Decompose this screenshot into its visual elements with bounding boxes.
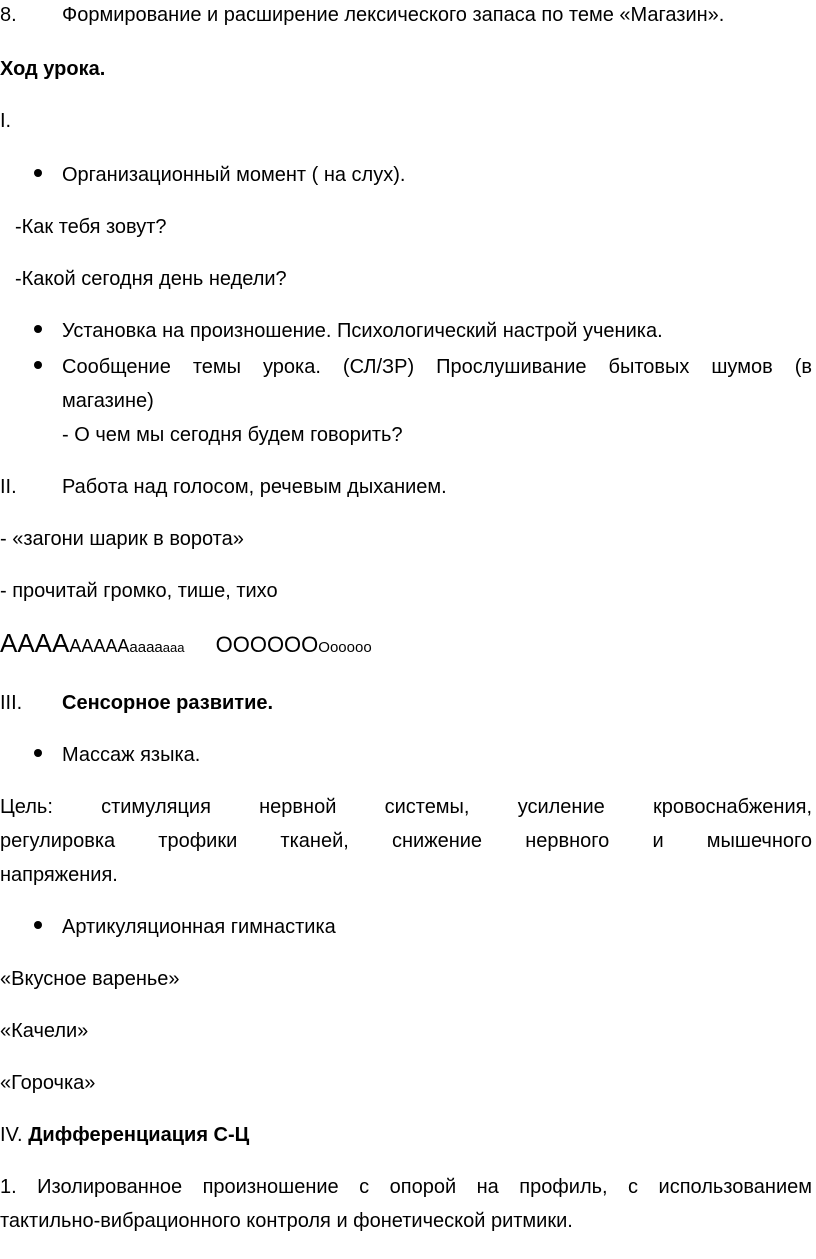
section-2-title: Работа над голосом, речевым дыханием.	[62, 476, 447, 498]
exercise-2: - прочитай громко, тише, тихо	[0, 580, 278, 602]
section-4-number: IV.	[0, 1124, 23, 1146]
question-1: -Как тебя зовут?	[15, 216, 167, 238]
vowel-sequence	[0, 628, 372, 665]
articulation-exercise-2: «Качели»	[0, 1020, 89, 1042]
articulation-exercise-1: «Вкусное варенье»	[0, 968, 180, 990]
section-4-header	[0, 1122, 249, 1148]
exercise-1: - «загони шарик в ворота»	[0, 528, 244, 550]
goal-line-2: регулировка трофики тканей, снижение нервного и мышечного	[0, 830, 812, 852]
bullet-text: Установка на произношение. Психологический настрой ученика.	[62, 320, 663, 342]
section-4-title: Дифференциация С-Ц	[28, 1124, 250, 1146]
vowel-a-large: АААА	[0, 628, 70, 658]
goal-line-1: Цель: стимуляция нервной системы, усиление кровоснабжения,	[0, 796, 812, 818]
section-3-title: Сенсорное развитие.	[62, 692, 274, 714]
bullet-text: Артикуляционная гимнастика	[62, 916, 336, 938]
section-4-paragraph-line-1: 1. Изолированное произношение с опорой на профиль, с использованием	[0, 1176, 812, 1198]
section-4-paragraph-line-2: тактильно-вибрационного контроля и фонетической ритмики.	[0, 1210, 573, 1232]
bullet-text: Массаж языка.	[62, 744, 201, 766]
item-8-text: Формирование и расширение лексического запаса по теме «Магазин».	[62, 4, 725, 26]
articulation-exercise-3: «Горочка»	[0, 1072, 96, 1094]
section-2-header	[0, 474, 447, 500]
bullet-text-line-1: Сообщение темы урока. (СЛ/ЗР) Прослушивание бытовых шумов (в	[62, 356, 812, 378]
item-8-number: 8.	[0, 4, 17, 26]
section-1-number: I.	[0, 110, 12, 132]
goal-line-3: напряжения.	[0, 864, 118, 886]
bullet-text: Организационный момент ( на слух).	[62, 164, 406, 186]
section-3-header	[0, 690, 274, 716]
bullet-text-line-2: магазине)	[62, 390, 154, 412]
lesson-heading: Ход урока.	[0, 58, 106, 80]
vowel-o-large: ОООООО	[215, 632, 319, 657]
vowel-a-medium: ААААА	[69, 636, 130, 656]
item-8	[0, 2, 725, 28]
section-3-number: III.	[0, 692, 23, 714]
vowel-o-small: Оооооо	[318, 639, 372, 656]
vowel-a-tiny: ааа	[162, 640, 185, 655]
vowel-a-small: аааа	[129, 639, 163, 656]
question-2: -Какой сегодня день недели?	[15, 268, 287, 290]
bullet-text-line-3: - О чем мы сегодня будем говорить?	[62, 424, 403, 446]
section-2-number: II.	[0, 476, 17, 498]
